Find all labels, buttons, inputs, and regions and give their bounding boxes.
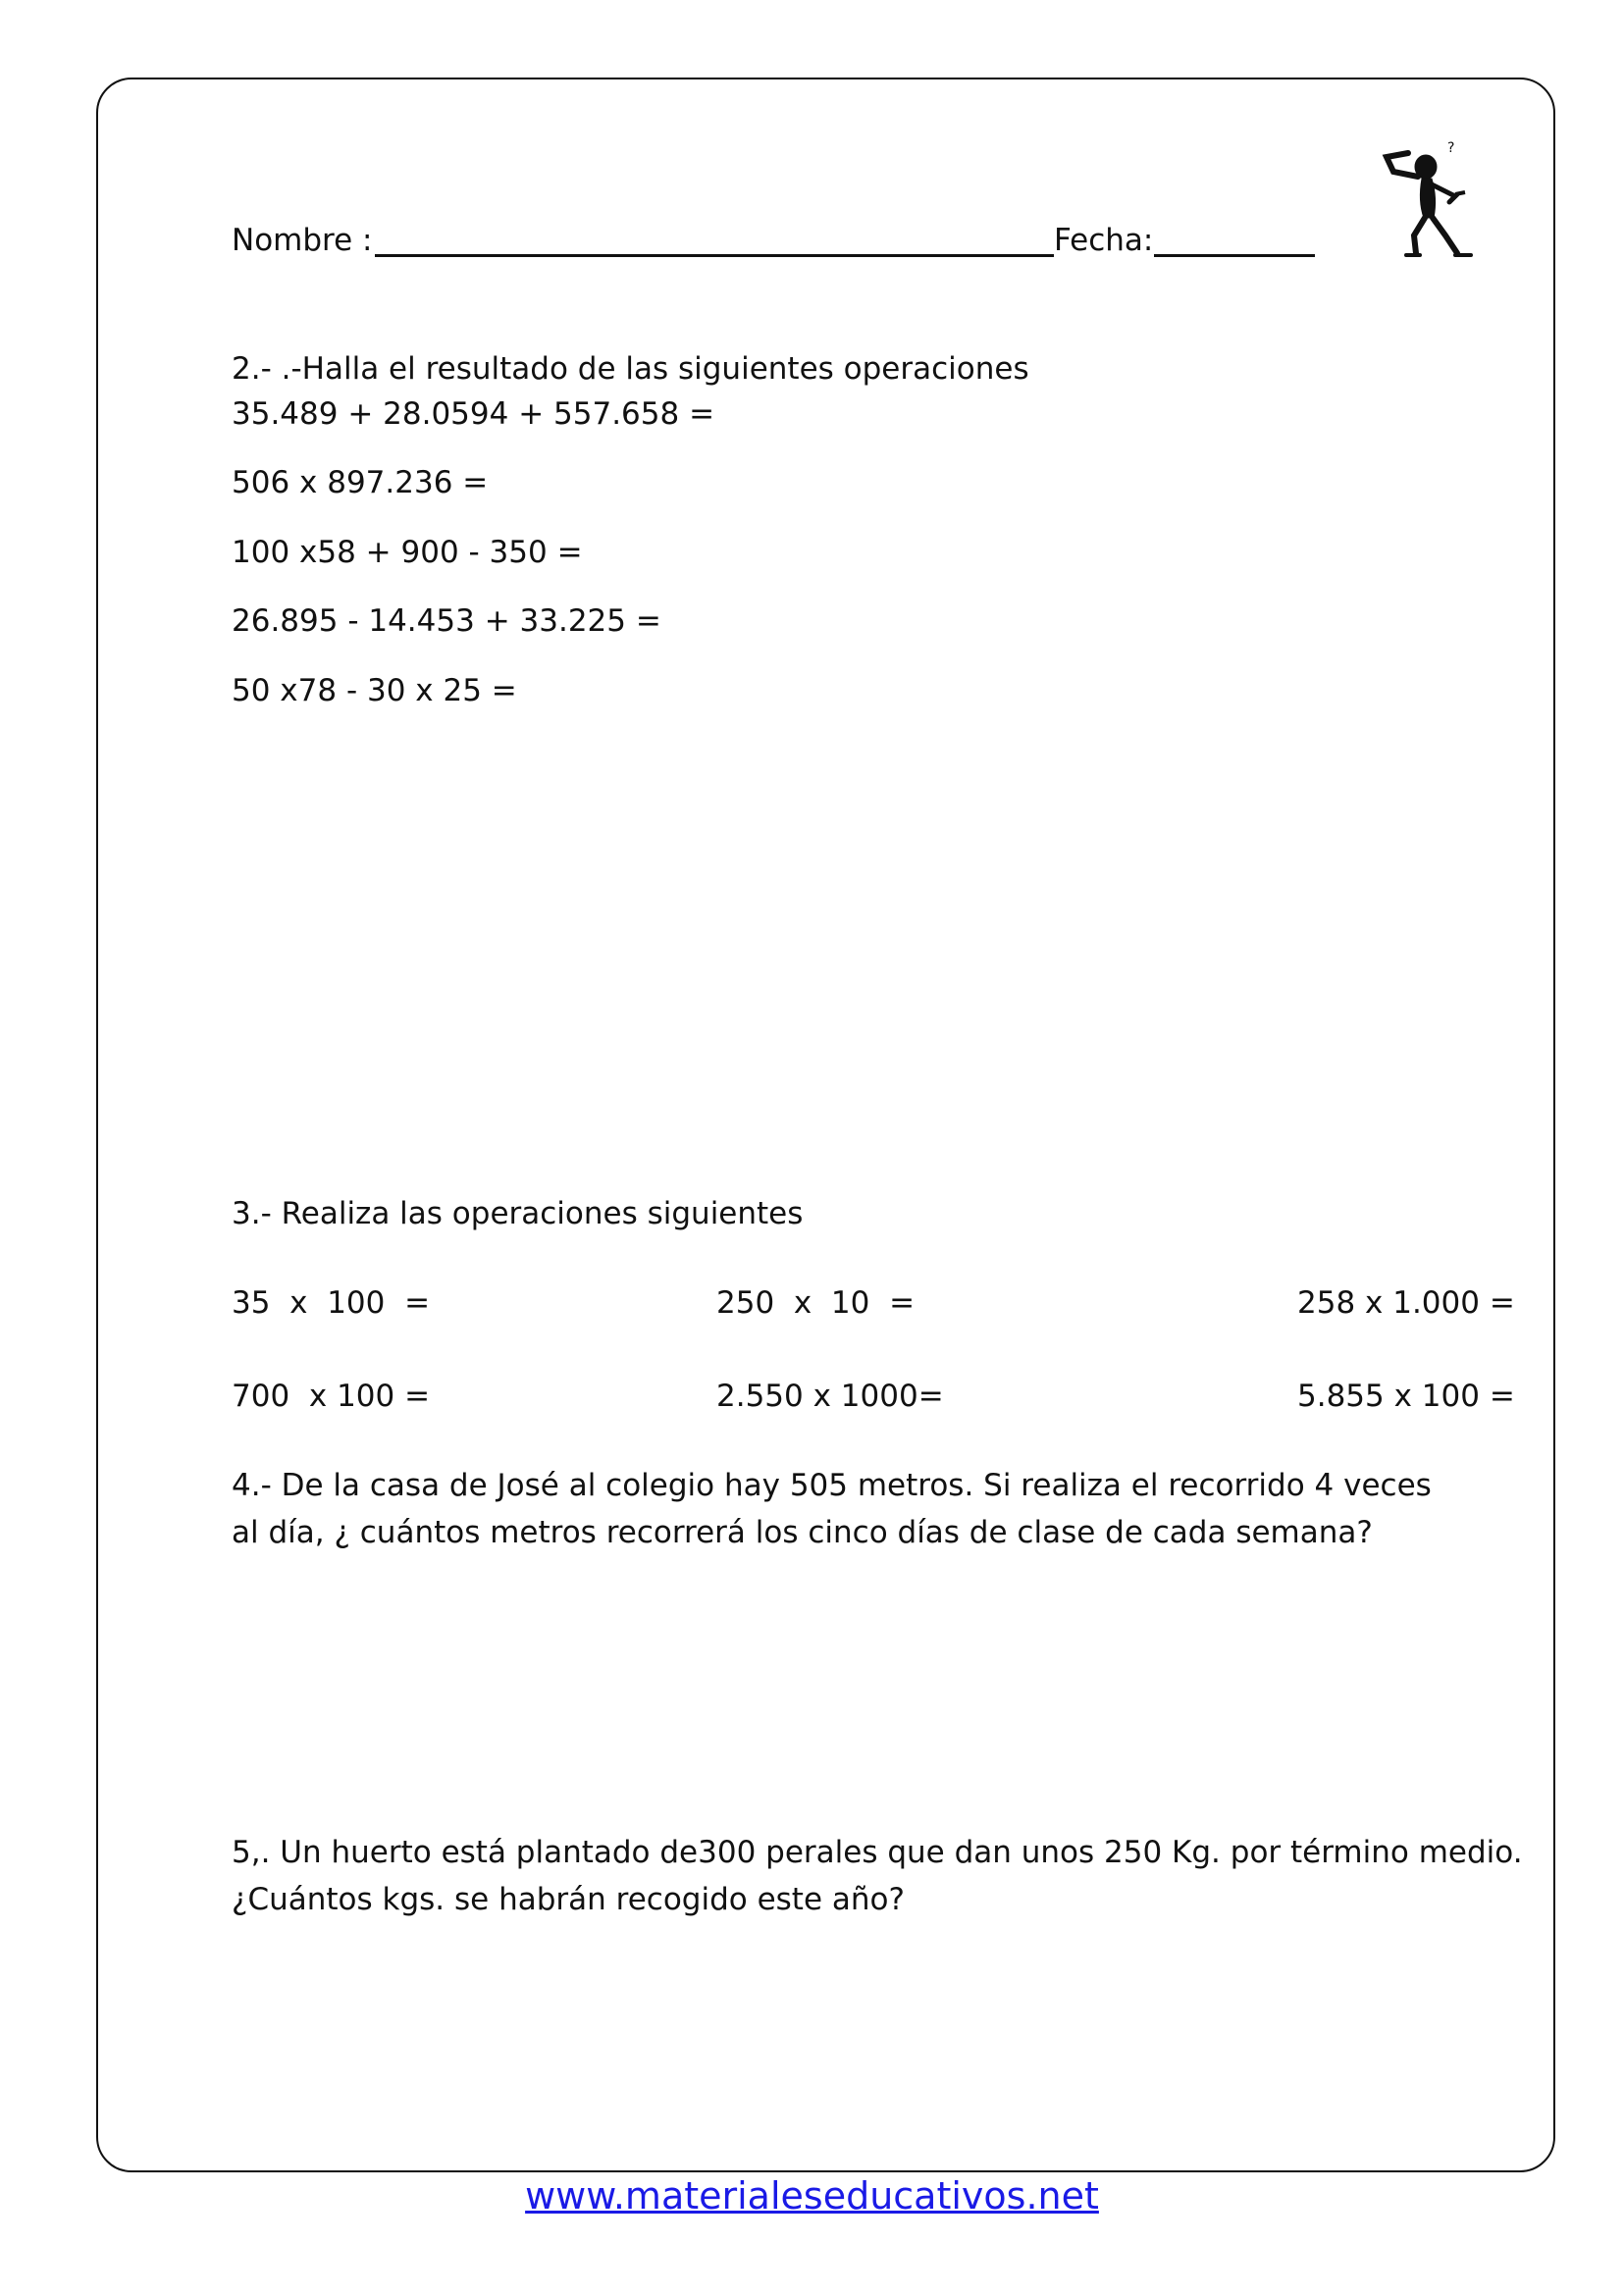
operation-item: 35.489 + 28.0594 + 557.658 = [232,396,715,432]
name-answer-line[interactable] [375,254,1054,257]
section-2-title: 2.- .-Halla el resultado de las siguientes operaciones [232,351,1029,387]
section-4-line-1: 4.- De la casa de José al colegio hay 505 metros. Si realiza el recorrido 4 veces [232,1468,1432,1503]
section-4-line-2: al día, ¿ cuántos metros recorrerá los cinco días de clase de cada semana? [232,1515,1373,1550]
operation-item: 35 x 100 = [232,1285,431,1321]
operation-item: 250 x 10 = [716,1285,916,1321]
website-link[interactable]: www.materialeseducativos.net [525,2174,1099,2217]
operation-item: 50 x78 - 30 x 25 = [232,673,517,708]
operation-item: 26.895 - 14.453 + 33.225 = [232,603,661,639]
thinking-person-icon [1379,137,1487,260]
date-answer-line[interactable] [1154,254,1315,257]
footer-link-container [0,2173,1624,2218]
name-label: Nombre : [232,223,373,258]
operation-item: 2.550 x 1000= [716,1379,944,1414]
operation-item: 700 x 100 = [232,1379,431,1414]
svg-text:?: ? [1447,140,1455,156]
operation-item: 258 x 1.000 = [1297,1285,1515,1321]
section-5-line-2: ¿Cuántos kgs. se habrán recogido este año? [232,1882,905,1917]
section-3-title: 3.- Realiza las operaciones siguientes [232,1196,804,1231]
section-5-line-1: 5,. Un huerto está plantado de300 perales que dan unos 250 Kg. por término medio. [232,1835,1523,1870]
operation-item: 506 x 897.236 = [232,465,489,500]
date-label: Fecha: [1054,223,1154,258]
operation-item: 100 x58 + 900 - 350 = [232,535,583,570]
operation-item: 5.855 x 100 = [1297,1379,1515,1414]
